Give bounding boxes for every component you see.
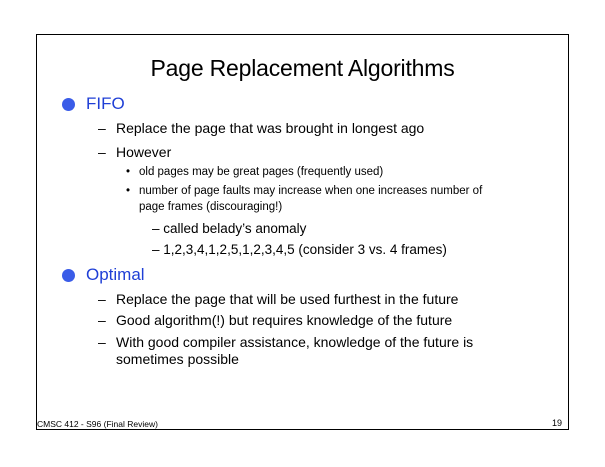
small-bullet-icon: • — [126, 166, 131, 178]
dash-bullet: – — [152, 221, 164, 236]
slide-title: Page Replacement Algorithms — [150, 55, 455, 81]
dash-bullet: – — [98, 312, 106, 328]
dash-bullet: – — [152, 242, 164, 257]
sub-sub-list-item: – called belady’s anomaly — [152, 221, 307, 236]
small-bullet-icon: • — [126, 185, 131, 197]
footer-course-label: CMSC 412 - S96 (Final Review) — [37, 419, 158, 429]
page-number: 19 — [552, 418, 563, 428]
sub-sub-list-item: – 1,2,3,4,1,2,5,1,2,3,4,5 (consider 3 vs. 4 frames) — [152, 242, 447, 257]
sub-list-item: • number of page faults may increase when one increases number of page frames (discouraging!) — [126, 185, 483, 213]
section-heading-label: FIFO — [86, 94, 125, 113]
section-fifo-heading — [62, 94, 125, 114]
list-item: – However — [98, 144, 172, 160]
list-item: – Replace the page that will be used furthest in the future — [98, 291, 459, 307]
dash-bullet: – — [98, 120, 106, 136]
dash-bullet: – — [98, 334, 106, 350]
list-item: – Good algorithm(!) but requires knowledge of the future — [98, 312, 453, 328]
section-optimal-heading — [62, 265, 145, 285]
list-item: – With good compiler assistance, knowledge of the future is sometimes possible — [98, 334, 474, 367]
section-heading-label: Optimal — [86, 265, 145, 284]
dash-bullet: – — [98, 291, 106, 307]
sub-list-item: • old pages may be great pages (frequently used) — [126, 166, 384, 178]
list-item: – Replace the page that was brought in longest ago — [98, 120, 425, 136]
filled-circle-icon — [62, 98, 75, 111]
dash-bullet: – — [98, 144, 106, 160]
filled-circle-icon — [62, 269, 75, 282]
